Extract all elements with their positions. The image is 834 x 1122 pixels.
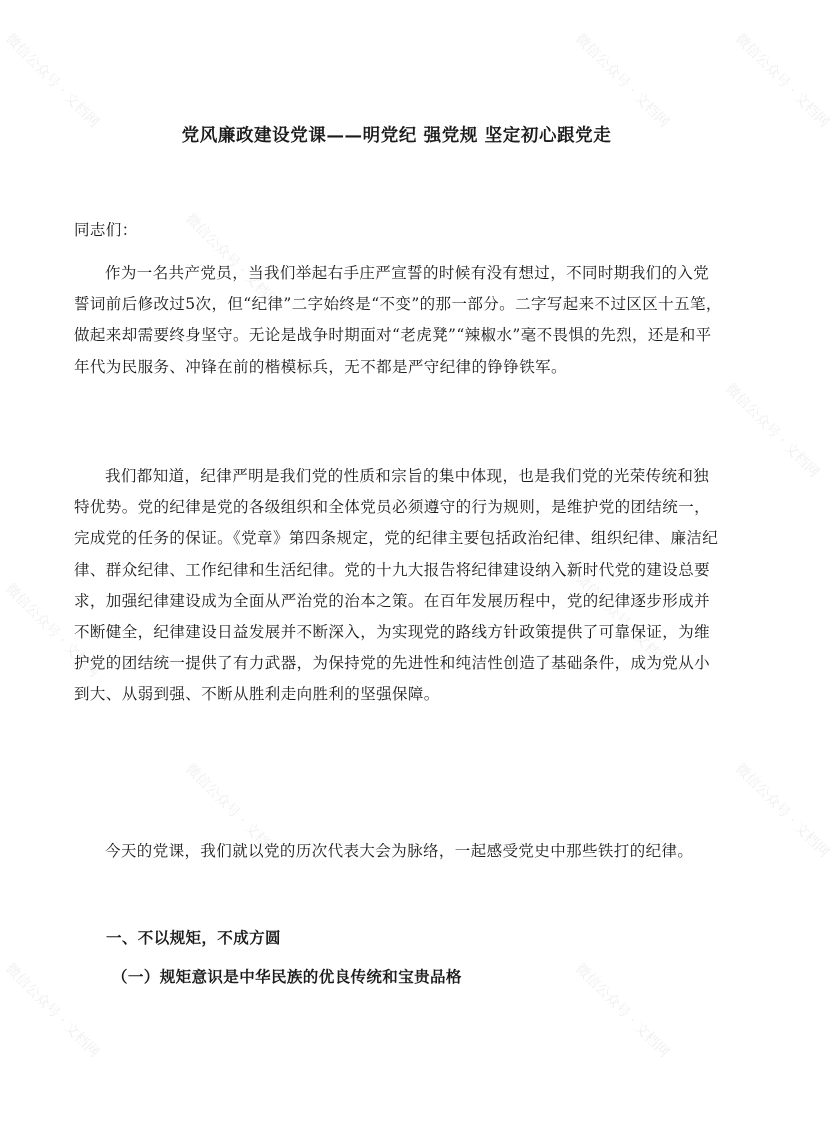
watermark: 微信公众号 · 文档网 [181, 760, 282, 861]
watermark: 微信公众号 · 文档网 [731, 760, 832, 861]
subsection-heading-1: （一）规矩意识是中华民族的优良传统和宝贵品格 [112, 967, 462, 986]
paragraph-1: 作为一名共产党员，当我们举起右手庄严宣誓的时候有没有想过，不同时期我们的入党誓词前后修改过5次，但“纪律”二字始终是“不变”的那一部分。二字写起来不过区区十五笔，做起来却需要终身坚守。无论是战争时期面对“老虎凳”“辣椒水”毫不畏惧的先烈，还是和平年代为民服务、冲锋在前的楷模标兵，无不都是严守纪律的铮铮铁军。 [74, 264, 722, 376]
paragraph-2: 我们都知道，纪律严明是我们党的性质和宗旨的集中体现，也是我们党的光荣传统和独特优势。党的纪律是党的各级组织和全体党员必须遵守的行为规则，是维护党的团结统一，完成党的任务的保证。《党章》第四条规定，党的纪律主要包括政治纪律、组织纪律、廉洁纪律、群众纪律、工作纪律和生活纪律。党的十九大报告将纪律建设纳入新时代党的建设总要求，加强纪律建设成为全面从严治党的治本之策。在百年发展历程中，党的纪律逐步形成并不断健全，纪律建设日益发展并不断深入，为实现党的路线方针政策提供了可靠保证，为维护党的团结统一提供了有力武器，为保持党的先进性和纯洁性创造了基础条件，成为党从小到大、从弱到强、不断从胜利走向胜利的坚强保障。 [74, 467, 719, 704]
watermark: 微信公众号 · 文档网 [181, 210, 282, 311]
watermark: 微信公众号 · 文档网 [721, 380, 822, 481]
watermark: 微信公众号 · 文档网 [1, 580, 102, 681]
watermark: 微信公众号 · 文档网 [571, 960, 672, 1061]
document-title: 党风廉政建设党课——明党纪 强党规 坚定初心跟党走 [181, 126, 612, 146]
section-heading-1: 一、不以规矩，不成方圆 [106, 928, 281, 947]
salutation: 同志们： [74, 221, 138, 239]
watermark: 微信公众号 · 文档网 [1, 960, 102, 1061]
watermark: 微信公众号 · 文档网 [1, 30, 102, 131]
watermark: 微信公众号 · 文档网 [571, 570, 672, 671]
watermark: 微信公众号 · 文档网 [571, 30, 672, 131]
paragraph-3: 今天的党课，我们就以党的历次代表大会为脉络，一起感受党史中那些铁打的纪律。 [105, 842, 694, 860]
watermark: 微信公众号 · 文档网 [731, 30, 832, 131]
